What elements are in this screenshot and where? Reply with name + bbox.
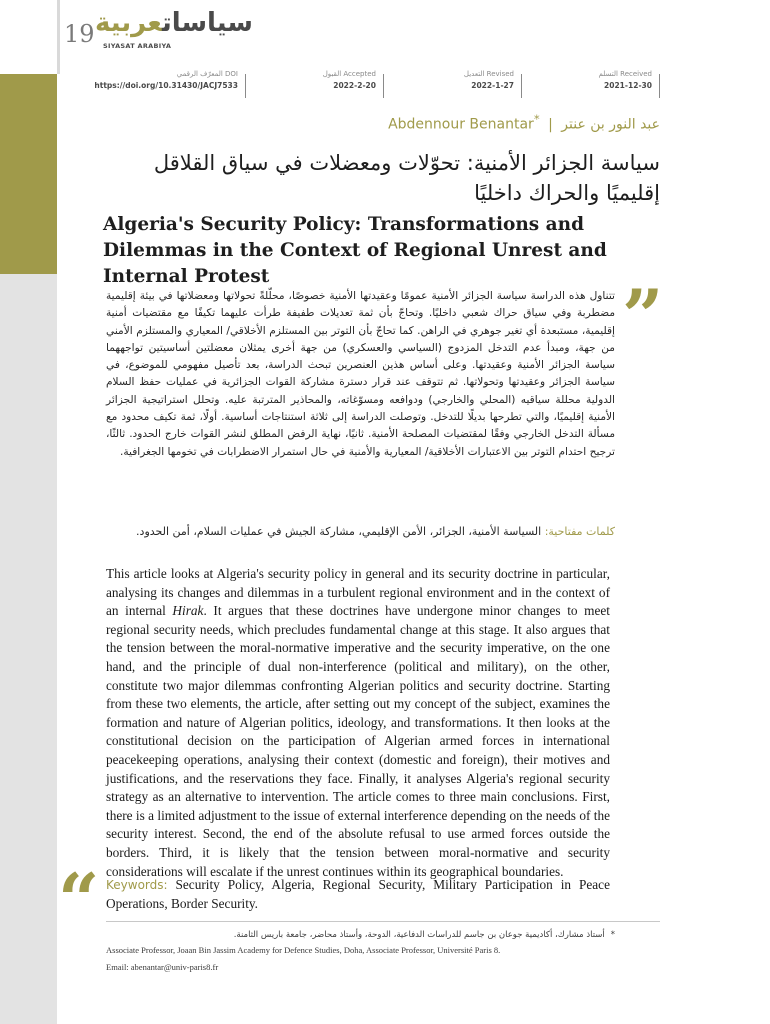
keywords-label-ar: كلمات مفتاحية:: [544, 525, 615, 538]
journal-logo-arabic: سياساتعربية: [94, 8, 253, 38]
journal-logo: [94, 8, 253, 52]
meta-received: التسلم Received 2021-12-30: [522, 70, 660, 90]
margin-accent-bar: [0, 74, 57, 274]
author-name-ar: عبد النور بن عنتر: [561, 116, 660, 133]
footnote-divider: [106, 921, 660, 922]
author-line: Abdennour Benantar* | عبد النور بن عنتر: [388, 112, 660, 133]
keywords-label-en: Keywords:: [106, 878, 168, 892]
meta-revised: التعديل Revised 2022-1-27: [384, 70, 522, 90]
title-english: Algeria's Security Policy: Transformations and Dilemmas in the Context of Regional Unrest and Internal Protest: [103, 214, 607, 287]
header-divider: [57, 0, 60, 74]
footnote-english: Associate Professor, Joaan Bin Jassim Academy for Defence Studies, Doha, Associate Professor, Université Paris 8.: [106, 945, 501, 955]
abstract-arabic: تتناول هذه الدراسة سياسة الجزائر الأمنية عمومًا وعقيدتها الأمنية خصوصًا، محلّلةً تحولاتها ومعضلاتها في بيئة إقليمية مضطربة وفي سياق حراك شعبي داخليًا. وتحاجّ بأن ثمة تعديلات طفيفة طرأت عليهما تكيفًا مع مقتضيات أمنية إقليمية، مستبعدة أي تغير جوهري في الراهن. كما تحاجّ بأن التوتر بين المستلزم الأخلاقي/ المعياري والمستلزم الأمني من جهة، ومبدأ عدم التدخل المزدوج (السياسي والعسكري) من جهة أخرى يمثلان معضلتين أساسيتين تواجههما سياسة الجزائر الأمنية وعقيدتها. وعلى أساس هذين العنصرين تبحث الدراسة، بعد تأصيل مفهومي للموضوع، في سياسة الجزائر وعقيدتها وتحولاتها. ثم تتوقف عند قرار دسترة مشاركة القوات الجزائرية في عمليات حفظ السلام الدولية محللة سياقيه (المحلي والخارجي) ودوافعه ومسوّغاته، والمحاذير المترتبة عليه. وتحلل استراتيجية الجزائر الأمنية إقليميًا، والتي تطرحها بديلًا للتدخل. وتوصلت الدراسة إلى ثلاثة استنتاجات أساسية. أولًا، ثمة تكيف محدود مع مسألة التدخل الخارجي وفقًا لمقتضيات المصلحة الأمنية. ثانيًا، نهاية الرفض المطلق لنشر القوات خارج الحدود. ثالثًا، ترجيح احتدام التوتر بين الاعتبارات الأخلاقية/ المعيارية والأمنية في حال استمرار الاضطرابات في تخومها الجغرافية.: [106, 290, 615, 458]
meta-doi: المعرّف الرقمي DOI https://doi.org/10.31430/JACJ7533: [92, 70, 246, 90]
title-arabic: سياسة الجزائر الأمنية: تحوّلات ومعضلات في سياق القلاقل إقليميًا والحراك داخليًا: [153, 151, 660, 205]
page-number: 19: [64, 20, 95, 48]
quote-mark-icon-en: “: [58, 857, 100, 942]
keywords-english: Keywords: Security Policy, Algeria, Regional Security, Military Participation in Peace Operations, Border Security.: [106, 877, 610, 911]
article-meta-row: [92, 70, 660, 90]
doi-link[interactable]: https://doi.org/10.31430/JACJ7533: [94, 81, 238, 90]
margin-gray-bar: [0, 274, 57, 1024]
abstract-english: This article looks at Algeria's security policy in general and its security doctrine in particular, analysing its changes and dilemmas in a turbulent regional environment and in the context of an internal Hirak. It argues that these doctrines have undergone minor changes to meet regional security needs, which precludes fundamental change at this stage. It also argues that the tension between the moral-normative imperative and the security imperative, on the one hand, and the principle of dual non-interference (political and military), on the other, constitute two major dilemmas confronting Algerian politics and security doctrine. Starting from these two elements, the article, after setting out my concept of the subject, examines the formation and nature of Algerian politics, ideology, and transformations. It then looks at the constitutional decision on the participation of Algerian armed forces in international peacekeeping operations, analysing their context (domestic and foreign), their motives and justifications, and the reservations they face. Finally, it analyses Algeria's regional security strategy as an alternative to intervention. The article comes to three main conclusions. First, there is a limited adjustment to the issue of external interference depending on the needs of the security interest. Second, the end of the absolute refusal to use armed forces outside the borders. Third, it is likely that the tension between moral-normative and security considerations will escalate if the unrest continues within its geographical boundaries.: [106, 566, 611, 879]
footnote-arabic: *أستاذ مشارك، أكاديمية جوعان بن جاسم للدراسات الدفاعية، الدوحة، وأستاذ محاضر، جامعة باريس الثامنة.: [233, 930, 615, 940]
quote-mark-icon: ”: [622, 273, 664, 358]
journal-logo-latin: SIYASAT ARABIYA: [103, 42, 172, 50]
author-name-en: Abdennour Benantar: [388, 116, 534, 133]
meta-accepted: القبول Accepted 2022-2-20: [246, 70, 384, 90]
footnote-email[interactable]: Email: abenantar@univ-paris8.fr: [106, 962, 219, 972]
keywords-arabic: كلمات مفتاحية: السياسة الأمنية، الجزائر، الأمن الإقليمي، مشاركة الجيش في عمليات السلام، أمن الحدود.: [136, 525, 615, 538]
